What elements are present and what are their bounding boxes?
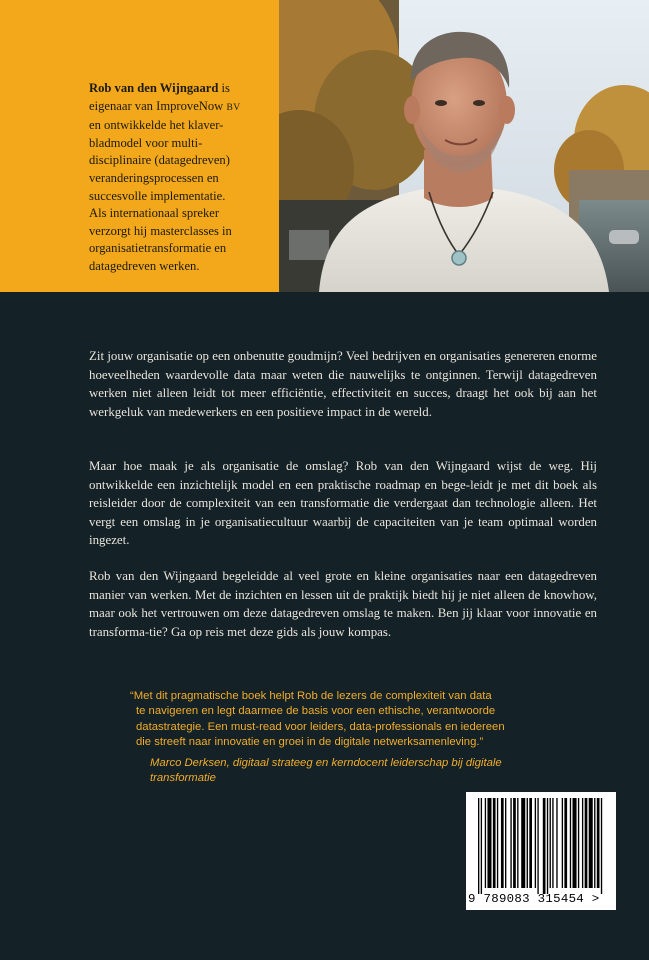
text-line: Zit jouw organisatie op een onbenutte goudmijn? Veel bedrijven en organisaties xyxy=(89,349,501,363)
quote-line: datastrategie. Een must-read voor leiders, data-professionals en iedereen xyxy=(136,720,505,733)
author-name: Rob van den Wijngaard xyxy=(89,81,219,95)
text-line: verdergaat dan technologie alleen. Het vergt een omslag in je organisatiecultuur xyxy=(89,496,598,529)
bio-line: disciplinaire (datagedreven) xyxy=(89,153,230,168)
text-line: Rob van den Wijngaard begeleidde al veel grote en kleine organisaties naar xyxy=(89,569,500,583)
text-line: waarbij de capaciteiten van je team optimaal worden ingezet. xyxy=(89,514,598,548)
barcode-bars xyxy=(466,792,616,896)
text-line: tie? Ga op reis met deze gids als jouw kompas. xyxy=(149,624,392,639)
text-line: te ontginnen. Terwijl datagedreven werken niet alleen leidt tot meer efficiëntie, xyxy=(89,367,597,401)
quote-line: die streeft naar innovatie en groei in de digitale netwerksamenleving.” xyxy=(136,736,484,749)
bio-line: succesvolle implementatie. xyxy=(89,188,226,203)
barcode-bar xyxy=(578,798,579,888)
barcode-bar xyxy=(543,798,546,894)
bio-line: is xyxy=(218,81,230,95)
barcode-bar xyxy=(527,798,528,888)
text-line: een positieve impact in de wereld. xyxy=(255,404,432,419)
barcode-bar xyxy=(529,798,532,888)
barcode-bar xyxy=(537,798,538,894)
barcode-bar xyxy=(501,798,504,888)
bio-line: organisatietransformatie en xyxy=(89,241,227,256)
barcode-bar xyxy=(562,798,563,888)
barcode-bar xyxy=(597,798,600,888)
barcode-bar xyxy=(601,798,602,894)
barcode-bar xyxy=(547,798,548,894)
body-paragraph-1 xyxy=(89,347,597,421)
attribution-line: transformatie xyxy=(150,772,216,785)
barcode-bar xyxy=(594,798,595,888)
quote-line: “Met dit pragmatische boek helpt Rob de lezers de complexiteit van data xyxy=(130,690,492,702)
bio-line: eigenaar van ImproveNow xyxy=(89,98,227,113)
barcode-bar xyxy=(521,798,525,888)
barcode-bar xyxy=(497,798,498,888)
isbn-barcode xyxy=(466,792,616,910)
barcode-bar xyxy=(556,798,557,888)
company-suffix: BV xyxy=(226,102,241,113)
text-line: een datagedreven manier van werken. Met de inzichten en lessen uit de xyxy=(89,569,597,602)
bio-line: Als internationaal spreker xyxy=(89,206,220,221)
barcode-bar xyxy=(510,798,511,888)
barcode-bar xyxy=(550,798,551,888)
barcode-bar xyxy=(589,798,593,888)
attribution-line: Marco Derksen, digitaal strateeg en kerndocent leiderschap bij digitale xyxy=(150,757,502,769)
barcode-bar xyxy=(582,798,583,888)
barcode-bar xyxy=(564,798,567,888)
barcode-bar xyxy=(493,798,496,888)
quote-line: te navigeren en legt daarmee de basis voor een ethische, verantwoorde xyxy=(136,705,496,718)
bio-line: verzorgt hij masterclasses in xyxy=(89,223,232,238)
isbn-number: 9 789083 315454 > xyxy=(468,892,600,906)
barcode-bar xyxy=(570,798,571,888)
barcode-bar xyxy=(481,798,482,894)
bio-line: bladmodel voor multi- xyxy=(89,135,203,150)
barcode-bar xyxy=(535,798,536,888)
bio-line: datagedreven werken. xyxy=(89,258,200,273)
text-line: effectiviteit en succes, draagt het ook bij aan het werkgeluk van medewerkers en xyxy=(89,386,597,419)
barcode-bar xyxy=(485,798,486,888)
text-line: Maar hoe maak je als organisatie de omslag? Rob van den Wijngaard wijst de xyxy=(89,459,542,473)
author-bio xyxy=(89,80,269,276)
endorsement-quote xyxy=(130,689,562,751)
text-line: deze datagedreven omslag te maken. Ben jij klaar voor innovatie en transforma- xyxy=(89,606,597,639)
barcode-bar xyxy=(573,798,577,888)
quote-attribution xyxy=(150,756,570,787)
portrait-illustration xyxy=(279,0,649,292)
barcode-bar xyxy=(487,798,491,888)
body-paragraph-3 xyxy=(89,567,597,641)
text-line: weg. Hij ontwikkelde een inzichtelijk model en een praktische roadmap en bege- xyxy=(89,459,597,492)
body-paragraph-2 xyxy=(89,457,597,550)
text-line: genereren enorme hoeveelheden waardevolle data maar weten die nauwelijks xyxy=(89,349,597,382)
text-line: praktijk biedt hij je niet alleen de knowhow, maar ook het vertrouwen om xyxy=(89,587,598,621)
bio-panel xyxy=(0,0,279,292)
barcode-bar xyxy=(513,798,516,888)
barcode-bar xyxy=(517,798,518,888)
barcode-bar xyxy=(505,798,506,888)
text-line: leidt je met dit boek als reisleider door de complexiteit van een transformatie die xyxy=(89,477,597,511)
bio-line: veranderingsprocessen en xyxy=(89,170,219,185)
barcode-bar xyxy=(478,798,479,894)
bio-line: en ontwikkelde het klaver- xyxy=(89,118,224,133)
author-photo xyxy=(279,0,649,292)
barcode-bar xyxy=(552,798,553,888)
barcode-bar xyxy=(585,798,588,888)
